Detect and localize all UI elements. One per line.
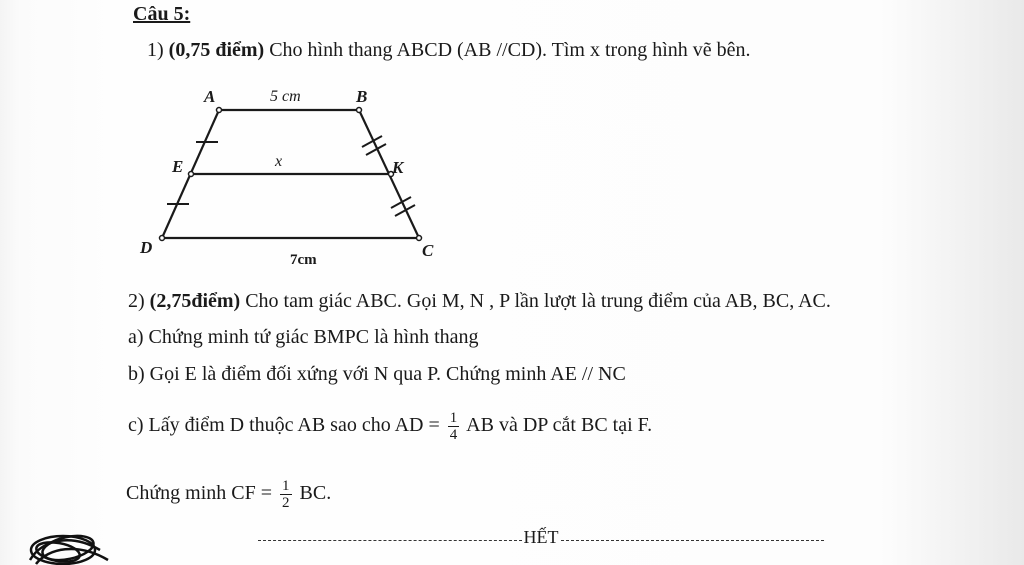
label-e: E [172, 157, 184, 176]
part1-number: 1) [147, 39, 164, 61]
part2-number: 2) [128, 290, 145, 312]
part2-points: (2,75điểm) [149, 290, 241, 312]
prove-after: BC. [294, 482, 332, 505]
end-text: HẾT [523, 527, 559, 547]
prove-before: Chứng minh CF = [126, 482, 278, 505]
label-c: C [422, 241, 434, 260]
part1-line [147, 38, 751, 62]
label-b: B [356, 87, 368, 106]
part2-line [128, 289, 831, 313]
part2-c [128, 410, 652, 443]
trapezoid-figure [120, 78, 450, 273]
fraction-one-half: $\frac{1}{2}$ [282, 478, 290, 511]
label-top-length: 5 cm [270, 88, 301, 105]
part2-b: b) Gọi E là điểm đối xứng với N qua P. Chứng minh AE // NC [128, 363, 626, 385]
label-k: K [392, 158, 404, 177]
label-a: A [204, 87, 216, 106]
label-x: x [275, 153, 283, 170]
end-marker [258, 527, 824, 548]
part2-c-after: AB và DP cắt BC tại F. [462, 414, 653, 437]
label-d: D [140, 238, 153, 257]
part1-points: (0,75 điểm) [168, 39, 265, 61]
part1-text: Cho hình thang ABCD (AB //CD). Tìm x trong hình vẽ bên. [264, 39, 751, 61]
ink-scribble [18, 520, 118, 565]
part2-c-before: c) Lấy điểm D thuộc AB sao cho AD = [128, 414, 445, 437]
end-dash-right [561, 540, 825, 541]
end-dash-left [258, 540, 522, 541]
prove-line [126, 478, 331, 511]
fraction-one-quarter: $\frac{1}{4}$ [449, 410, 458, 443]
part2-a: a) Chứng minh tứ giác BMPC là hình thang [128, 326, 479, 348]
label-bottom-length: 7cm [290, 252, 317, 268]
part2-text: Cho tam giác ABC. Gọi M, N , P lần lượt là trung điểm của AB, BC, AC. [240, 290, 831, 312]
question-title: Câu 5: [133, 3, 191, 25]
